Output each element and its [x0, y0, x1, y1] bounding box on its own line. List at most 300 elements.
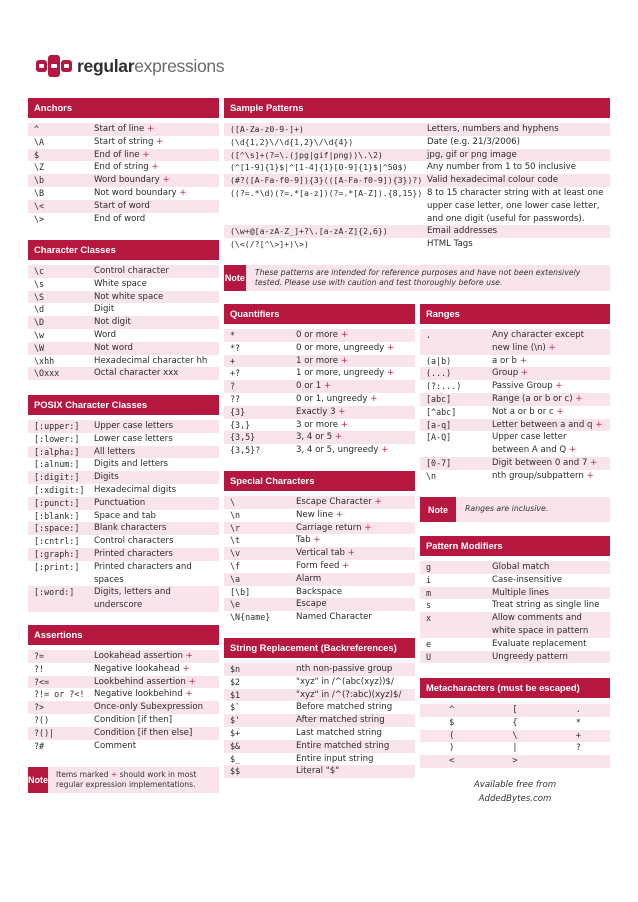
plus-marker: + — [572, 393, 583, 404]
row-description — [296, 355, 415, 368]
row-description-text: End of line — [94, 149, 140, 160]
table-row — [224, 765, 415, 778]
note-text — [48, 767, 219, 793]
metacharacter-row — [420, 742, 610, 755]
row-key: [:blank:] — [34, 510, 80, 521]
table-row — [28, 446, 219, 459]
row-description-text: 1 or more — [296, 355, 338, 366]
row-description — [296, 598, 415, 611]
row-description-text: Digits, letters and — [94, 587, 171, 598]
row-description — [94, 200, 219, 213]
table-row — [28, 727, 219, 740]
row-key: ?? — [230, 393, 241, 404]
row-key: ?# — [34, 740, 45, 751]
table-row — [224, 136, 610, 149]
row-description — [492, 380, 610, 393]
row-description — [296, 586, 415, 599]
metacharacter: | — [512, 743, 518, 754]
row-key: \N{name} — [230, 612, 271, 623]
pattern-modifiers-section — [420, 536, 610, 663]
row-description — [94, 278, 219, 291]
row-description — [94, 149, 219, 162]
table-row — [28, 663, 219, 676]
table-row — [224, 342, 415, 355]
row-description-text: Not word boundary — [94, 187, 177, 198]
row-description — [94, 561, 219, 587]
posix-section — [28, 395, 219, 612]
row-key: *? — [230, 342, 241, 353]
table-row — [420, 406, 610, 419]
note-text-part1: Items marked — [56, 769, 111, 779]
table-row — [224, 598, 415, 611]
row-key: $+ — [230, 727, 241, 738]
metacharacter: ? — [575, 743, 581, 754]
table-row — [224, 560, 415, 573]
table-row — [420, 599, 610, 612]
row-description — [427, 149, 610, 162]
row-description — [94, 123, 219, 136]
plus-marker: + — [384, 368, 395, 379]
row-description-text: Punctuation — [94, 497, 146, 508]
assertions-header: Assertions — [28, 625, 219, 645]
row-description-text: white space in pattern — [492, 625, 589, 636]
table-row — [420, 431, 610, 457]
table-row — [28, 187, 219, 200]
row-description-text: Ungreedy pattern — [492, 651, 568, 662]
row-description-text: Escape — [296, 599, 327, 610]
row-description-text: 3 or more — [296, 419, 338, 430]
table-row — [420, 561, 610, 574]
row-description — [94, 458, 219, 471]
row-description-text: Not digit — [94, 317, 131, 328]
row-description-text: Carriage return — [296, 522, 362, 533]
row-key: $ — [34, 149, 40, 160]
table-row — [28, 329, 219, 342]
table-row — [28, 701, 219, 714]
ranges-section — [420, 304, 610, 483]
table-row — [28, 174, 219, 187]
row-description-text: Word — [94, 329, 117, 340]
row-description-text: Treat string as single line — [492, 600, 600, 611]
row-description — [94, 342, 219, 355]
plus-marker: + — [310, 535, 321, 546]
table-row — [28, 149, 219, 162]
row-key: ?<= — [34, 676, 50, 687]
row-description-text: Range (a or b or c) — [492, 393, 573, 404]
row-description-text: spaces — [94, 574, 124, 585]
row-description-text: nth non-passive group — [296, 664, 393, 674]
row-key: [\b] — [230, 586, 251, 597]
table-row — [224, 573, 415, 586]
row-description-text: Escape Character — [296, 497, 372, 507]
row-description-text: a or b — [492, 355, 517, 366]
row-description — [296, 765, 415, 778]
row-key: (#?([A-Fa-f0-9]){3}(([A-Fa-f0-9]){3})?) — [230, 175, 423, 186]
row-key: {3,5}? — [230, 445, 261, 456]
table-row — [224, 393, 415, 406]
row-description-text: Once-only Subexpression — [94, 702, 204, 713]
row-key: $` — [230, 702, 241, 713]
row-description-text: Email addresses — [427, 226, 498, 237]
row-key: * — [230, 330, 236, 340]
table-row — [420, 329, 610, 355]
row-key: m — [426, 587, 432, 598]
table-row — [420, 651, 610, 664]
row-description-text: Start of string — [94, 136, 154, 147]
table-row — [420, 380, 610, 393]
row-description-text: 3, 4 or 5, ungreedy — [296, 445, 379, 456]
row-description — [492, 406, 610, 419]
row-description — [94, 663, 219, 676]
metacharacter: < — [449, 756, 455, 767]
note-plus-symbol: + — [110, 769, 118, 779]
table-row — [28, 522, 219, 535]
row-key: ?> — [34, 702, 45, 713]
row-key: ? — [230, 381, 236, 392]
row-key: \A — [34, 136, 45, 147]
row-description — [296, 419, 415, 432]
table-row — [224, 419, 415, 432]
quantifiers-section — [224, 304, 415, 457]
row-description-text: Not word — [94, 342, 133, 353]
plus-marker: + — [566, 445, 577, 456]
table-row — [224, 740, 415, 753]
row-key: s — [426, 600, 432, 611]
row-description-text: Group — [492, 368, 519, 379]
table-row — [28, 510, 219, 523]
plus-marker: + — [518, 368, 529, 379]
table-row — [224, 149, 610, 162]
row-description — [94, 727, 219, 740]
row-description — [296, 714, 415, 727]
plus-marker: + — [553, 406, 564, 417]
table-row — [224, 727, 415, 740]
row-key: [:word:] — [34, 587, 75, 598]
row-description — [94, 291, 219, 304]
row-description-text: "xyz" in /^(?:abc)(xyz)$/ — [296, 689, 402, 700]
plus-marker: + — [337, 419, 348, 430]
row-key: U — [426, 651, 432, 662]
row-key: \r — [230, 522, 241, 533]
plus-marker: + — [367, 393, 378, 404]
row-description-text: Date (e.g. 21/3/2006) — [427, 136, 520, 147]
table-row — [224, 329, 415, 342]
row-description — [427, 187, 610, 225]
row-description-text: Start of line — [94, 124, 145, 134]
row-key: \b — [34, 175, 45, 186]
row-description — [296, 573, 415, 586]
row-key: [:space:] — [34, 523, 80, 534]
row-description — [94, 586, 219, 612]
special-characters-header: Special Characters — [224, 471, 415, 491]
row-key: $2 — [230, 676, 241, 687]
plus-marker: + — [371, 497, 382, 507]
row-key: ?! — [34, 663, 45, 674]
row-description — [296, 663, 415, 676]
table-row — [224, 174, 610, 187]
row-key: [:punct:] — [34, 497, 80, 508]
row-description — [296, 676, 415, 689]
row-description-text: Lookahead assertion — [94, 651, 183, 661]
row-key: [:graph:] — [34, 548, 80, 559]
row-description — [94, 433, 219, 446]
row-key: \n — [426, 470, 437, 481]
row-key: \v — [230, 548, 241, 559]
plus-marker: + — [384, 342, 395, 353]
row-description — [94, 161, 219, 174]
row-description-text: Named Character — [296, 612, 372, 623]
row-description — [296, 740, 415, 753]
row-key: [:print:] — [34, 561, 80, 572]
row-description — [296, 496, 415, 509]
plus-marker: + — [332, 432, 343, 443]
row-description — [296, 509, 415, 522]
row-key: (a|b) — [426, 355, 452, 366]
row-description-text: Control characters — [94, 536, 174, 547]
string-replacement-header: String Replacement (Backreferences) — [224, 638, 415, 658]
row-key: ?!= or ?<! — [34, 689, 85, 700]
special-characters-section — [224, 471, 415, 624]
row-description — [94, 522, 219, 535]
plus-marker: + — [345, 548, 355, 559]
row-description-text: Digit between 0 and 7 — [492, 457, 588, 468]
plus-marker: + — [587, 457, 598, 468]
row-description — [492, 612, 610, 638]
row-key: $' — [230, 715, 241, 726]
row-description-text: Not a or b or c — [492, 406, 554, 417]
note-tag: Note — [224, 265, 246, 291]
row-description — [94, 471, 219, 484]
table-row — [28, 123, 219, 136]
row-description-text: Literal "$" — [296, 766, 340, 777]
table-row — [28, 740, 219, 753]
row-description-text: new line (\n) — [492, 342, 546, 353]
row-key: [a-q] — [426, 419, 452, 430]
row-description-text: End of string — [94, 162, 149, 173]
plus-marker: + — [592, 419, 603, 430]
row-description-text: "xyz" in /^(abc(xyz))$/ — [296, 676, 394, 687]
row-key: [:alnum:] — [34, 459, 80, 470]
metacharacters-header: Metacharacters (must be escaped) — [420, 678, 610, 698]
table-row — [420, 574, 610, 587]
row-key: g — [426, 562, 432, 572]
metacharacter: + — [575, 730, 581, 741]
row-description — [296, 406, 415, 419]
plus-marker: + — [339, 560, 350, 571]
row-description-text: Before matched string — [296, 702, 393, 713]
row-description — [94, 510, 219, 523]
row-description-text: Letters, numbers and hyphens — [427, 124, 559, 134]
plus-marker: + — [153, 136, 164, 147]
row-description-text: Digit — [94, 304, 115, 315]
table-row — [28, 714, 219, 727]
table-row — [28, 650, 219, 663]
row-key: ?()| — [34, 727, 55, 738]
row-description-text: 0 or 1, ungreedy — [296, 393, 368, 404]
table-row — [420, 457, 610, 470]
table-row — [224, 753, 415, 766]
row-key: {3,5} — [230, 432, 256, 443]
row-description-text: Printed characters and — [94, 561, 192, 572]
table-row — [224, 225, 610, 238]
row-description-text: Entire matched string — [296, 740, 390, 751]
plus-marker: + — [337, 330, 348, 340]
row-description — [94, 213, 219, 226]
row-description-text: Hexadecimal character hh — [94, 355, 208, 366]
row-key: (?:...) — [426, 381, 462, 392]
row-key: (^[1-9]{1}$|^[1-4]{1}[0-9]{1}$|^50$) — [230, 162, 408, 173]
table-row — [420, 355, 610, 368]
table-row — [420, 367, 610, 380]
row-key: \w — [34, 329, 45, 340]
plus-marker: + — [148, 162, 159, 173]
row-description-text: End of word — [94, 213, 146, 224]
note-text: These patterns are intended for reference purposes and have not been extensively tested. Please use with caution and test thoroughly before use. — [254, 267, 581, 287]
logo — [36, 54, 224, 78]
row-description-text: nth group/subpattern — [492, 470, 584, 481]
row-key: i — [426, 574, 432, 585]
note-ranges — [420, 497, 610, 522]
metacharacter: * — [575, 717, 581, 728]
row-description-text: Upper case letter — [492, 432, 567, 443]
metacharacters-grid — [420, 704, 610, 768]
row-description-text: Letter between a and q — [492, 419, 593, 430]
row-description-text: Upper case letters — [94, 421, 173, 431]
table-row — [28, 484, 219, 497]
row-description-text: Lookbehind assertion — [94, 676, 186, 687]
table-row — [28, 278, 219, 291]
row-key: \Z — [34, 162, 45, 173]
table-row — [28, 200, 219, 213]
metacharacter: ) — [449, 743, 455, 754]
logo-mark-icon — [36, 55, 72, 77]
string-replacement-rows — [224, 663, 415, 778]
row-description-text: Comment — [94, 740, 137, 751]
sample-patterns-section — [224, 98, 610, 251]
plus-marker: + — [159, 175, 170, 186]
logo-text — [77, 56, 224, 77]
row-description — [492, 638, 610, 651]
row-description — [94, 136, 219, 149]
table-row — [28, 291, 219, 304]
row-description — [296, 701, 415, 714]
row-key: \< — [34, 200, 45, 211]
row-description-text: Valid hexadecimal colour code — [427, 175, 559, 186]
row-description — [94, 676, 219, 689]
metacharacter: ( — [449, 730, 455, 741]
row-key: \W — [34, 342, 45, 353]
row-description-text: 0 or 1 — [296, 381, 322, 392]
plus-marker: + — [179, 663, 190, 674]
row-description — [427, 161, 610, 174]
table-row — [28, 471, 219, 484]
table-row — [420, 470, 610, 483]
row-description — [94, 174, 219, 187]
sample-patterns-header: Sample Patterns — [224, 98, 610, 118]
row-description-text: Backspace — [296, 586, 343, 597]
table-row — [224, 611, 415, 624]
table-row — [224, 161, 610, 174]
table-row — [28, 497, 219, 510]
row-description — [492, 393, 610, 406]
row-description-text: Negative lookahead — [94, 663, 180, 674]
metacharacter: { — [512, 717, 518, 728]
note-tag: Note — [420, 497, 456, 522]
row-description — [296, 534, 415, 547]
row-key: . — [426, 330, 432, 340]
row-key: [^abc] — [426, 406, 457, 417]
table-row — [224, 187, 610, 225]
row-description-text: Digits — [94, 472, 119, 483]
row-key: (\<(/?[^\>]+)\>) — [230, 239, 309, 250]
plus-marker: + — [333, 509, 343, 520]
metacharacter: ^ — [449, 705, 455, 715]
row-description-text: upper case letter, one lower case letter, — [427, 200, 600, 211]
table-row — [420, 419, 610, 432]
row-description — [94, 265, 219, 278]
table-row — [224, 689, 415, 702]
row-key: [:upper:] — [34, 421, 80, 431]
footer — [420, 778, 610, 806]
anchors-section — [28, 98, 219, 225]
row-description — [296, 560, 415, 573]
row-key: [:alpha:] — [34, 446, 80, 457]
row-key: \d — [34, 304, 45, 315]
metacharacter-row — [420, 717, 610, 730]
table-row — [224, 380, 415, 393]
row-description — [296, 393, 415, 406]
row-description-text: All letters — [94, 446, 136, 457]
row-description — [94, 714, 219, 727]
quantifiers-rows — [224, 329, 415, 457]
row-description-text: Control character — [94, 266, 169, 276]
row-description-text: Evaluate replacement — [492, 638, 587, 649]
table-row — [28, 688, 219, 701]
row-description — [94, 701, 219, 714]
row-description — [94, 497, 219, 510]
row-key: \t — [230, 535, 241, 546]
sample-patterns-rows — [224, 123, 610, 251]
row-description-text: Vertical tab — [296, 548, 345, 559]
table-row — [28, 161, 219, 174]
footer-line2: AddedBytes.com — [478, 794, 552, 804]
ranges-header: Ranges — [420, 304, 610, 324]
anchors-rows — [28, 123, 219, 225]
table-row — [28, 367, 219, 380]
row-description — [492, 457, 610, 470]
row-description — [296, 547, 415, 560]
row-description — [296, 611, 415, 624]
table-row — [224, 676, 415, 689]
row-description-text: Exactly 3 — [296, 406, 336, 417]
row-description-text: Printed characters — [94, 548, 173, 559]
row-description — [492, 329, 610, 355]
table-row — [28, 433, 219, 446]
anchors-header: Anchors — [28, 98, 219, 118]
row-key: (\d{1,2}\/\d{1,2}\/\d{4}) — [230, 136, 354, 147]
row-description-text: Tab — [296, 535, 311, 546]
row-description — [296, 431, 415, 444]
row-description — [296, 444, 415, 457]
row-description — [296, 522, 415, 535]
table-row — [28, 561, 219, 587]
row-key: $& — [230, 740, 241, 751]
row-key: e — [426, 638, 432, 649]
assertions-section — [28, 625, 219, 752]
row-description-text: Negative lookbehind — [94, 689, 183, 700]
metacharacter-row — [420, 704, 610, 717]
row-description — [94, 329, 219, 342]
